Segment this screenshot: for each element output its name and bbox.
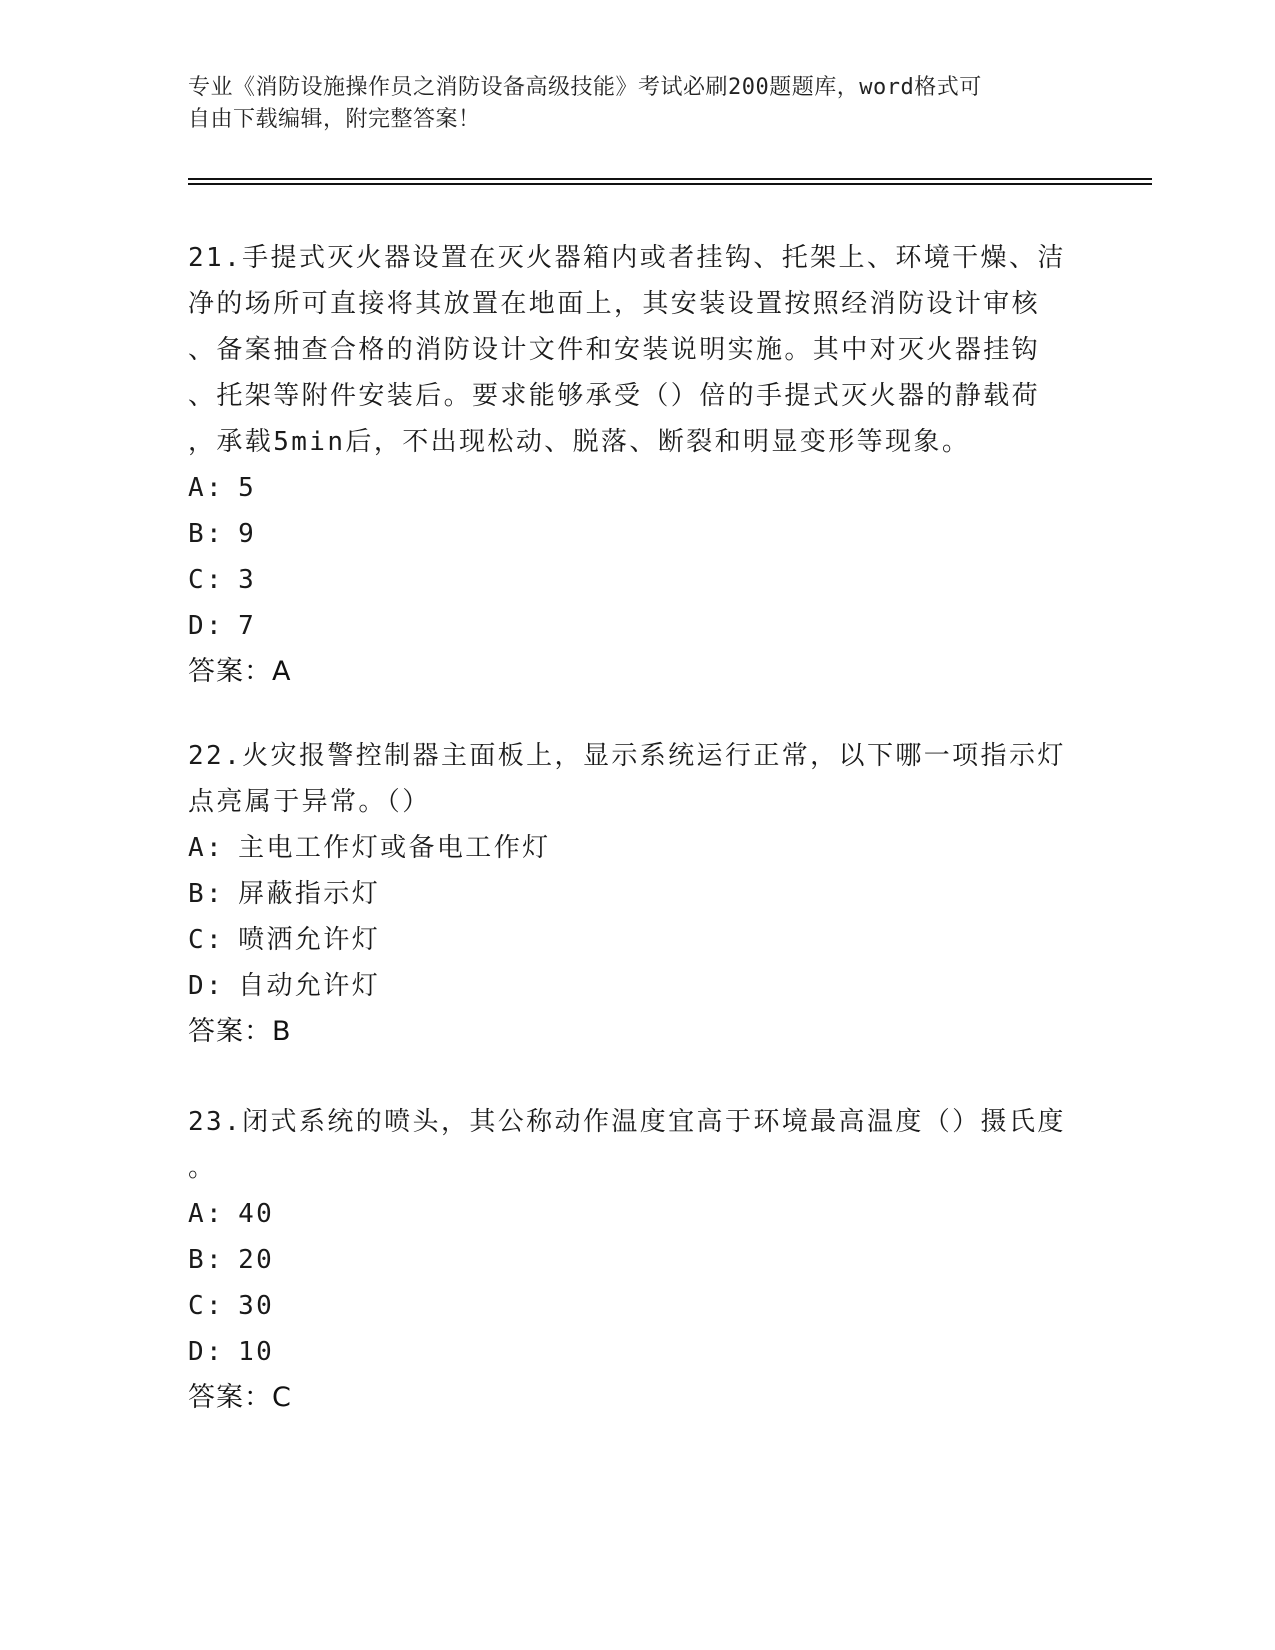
answer-line: 答案：A xyxy=(188,656,292,687)
option-b xyxy=(188,871,1088,917)
option-d xyxy=(188,603,1088,649)
answer-line: 答案：C xyxy=(188,1382,292,1413)
stem-line: 。 xyxy=(188,1153,217,1183)
header-line: 自由下载编辑，附完整答案！ xyxy=(188,107,481,132)
option-a xyxy=(188,465,1088,511)
question-stem xyxy=(188,1099,1088,1191)
header-divider-bottom xyxy=(188,183,1152,185)
question-22 xyxy=(188,733,1088,1055)
option-value: 喷洒允许灯 xyxy=(238,925,381,955)
option-c xyxy=(188,557,1088,603)
option-key: B: xyxy=(188,519,225,549)
question-stem xyxy=(188,733,1088,825)
option-key: B: xyxy=(188,879,225,909)
option-key: B: xyxy=(188,1245,225,1275)
document-header xyxy=(188,72,1068,136)
stem-line: 22.火灾报警控制器主面板上，显示系统运行正常，以下哪一项指示灯 xyxy=(188,741,1066,771)
option-key: A: xyxy=(188,473,225,503)
option-d xyxy=(188,963,1088,1009)
option-value: 20 xyxy=(238,1245,275,1275)
option-c xyxy=(188,1283,1088,1329)
option-b xyxy=(188,1237,1088,1283)
answer-line: 答案：B xyxy=(188,1016,292,1047)
option-value: 3 xyxy=(238,565,257,595)
option-c xyxy=(188,917,1088,963)
stem-line: ，承载5min后，不出现松动、脱落、断裂和明显变形等现象。 xyxy=(188,427,971,457)
option-a xyxy=(188,1191,1088,1237)
option-value: 屏蔽指示灯 xyxy=(238,879,381,909)
option-value: 主电工作灯或备电工作灯 xyxy=(238,833,551,863)
option-value: 自动允许灯 xyxy=(238,971,381,1001)
option-value: 5 xyxy=(238,473,257,503)
stem-line: 、托架等附件安装后。要求能够承受（）倍的手提式灭火器的静载荷 xyxy=(188,381,1041,411)
option-value: 7 xyxy=(238,611,257,641)
stem-line: 点亮属于异常。（） xyxy=(188,787,431,817)
option-key: D: xyxy=(188,1337,225,1367)
option-key: A: xyxy=(188,833,225,863)
stem-line: 、备案抽查合格的消防设计文件和安装说明实施。其中对灭火器挂钩 xyxy=(188,335,1041,365)
option-value: 10 xyxy=(238,1337,275,1367)
option-value: 30 xyxy=(238,1291,275,1321)
option-key: A: xyxy=(188,1199,225,1229)
option-key: C: xyxy=(188,925,225,955)
question-23 xyxy=(188,1099,1088,1421)
option-value: 40 xyxy=(238,1199,275,1229)
option-key: C: xyxy=(188,1291,225,1321)
option-d xyxy=(188,1329,1088,1375)
header-line: 专业《消防设施操作员之消防设备高级技能》考试必刷200题题库，word格式可 xyxy=(188,75,982,100)
option-a xyxy=(188,825,1088,871)
header-divider-top xyxy=(188,178,1152,180)
option-key: D: xyxy=(188,611,225,641)
stem-line: 净的场所可直接将其放置在地面上，其安装设置按照经消防设计审核 xyxy=(188,289,1041,319)
option-key: C: xyxy=(188,565,225,595)
question-21 xyxy=(188,235,1088,695)
question-stem xyxy=(188,235,1088,465)
stem-line: 21.手提式灭火器设置在灭火器箱内或者挂钩、托架上、环境干燥、洁 xyxy=(188,243,1066,273)
option-value: 9 xyxy=(238,519,257,549)
stem-line: 23.闭式系统的喷头，其公称动作温度宜高于环境最高温度（）摄氏度 xyxy=(188,1107,1066,1137)
option-key: D: xyxy=(188,971,225,1001)
option-b xyxy=(188,511,1088,557)
